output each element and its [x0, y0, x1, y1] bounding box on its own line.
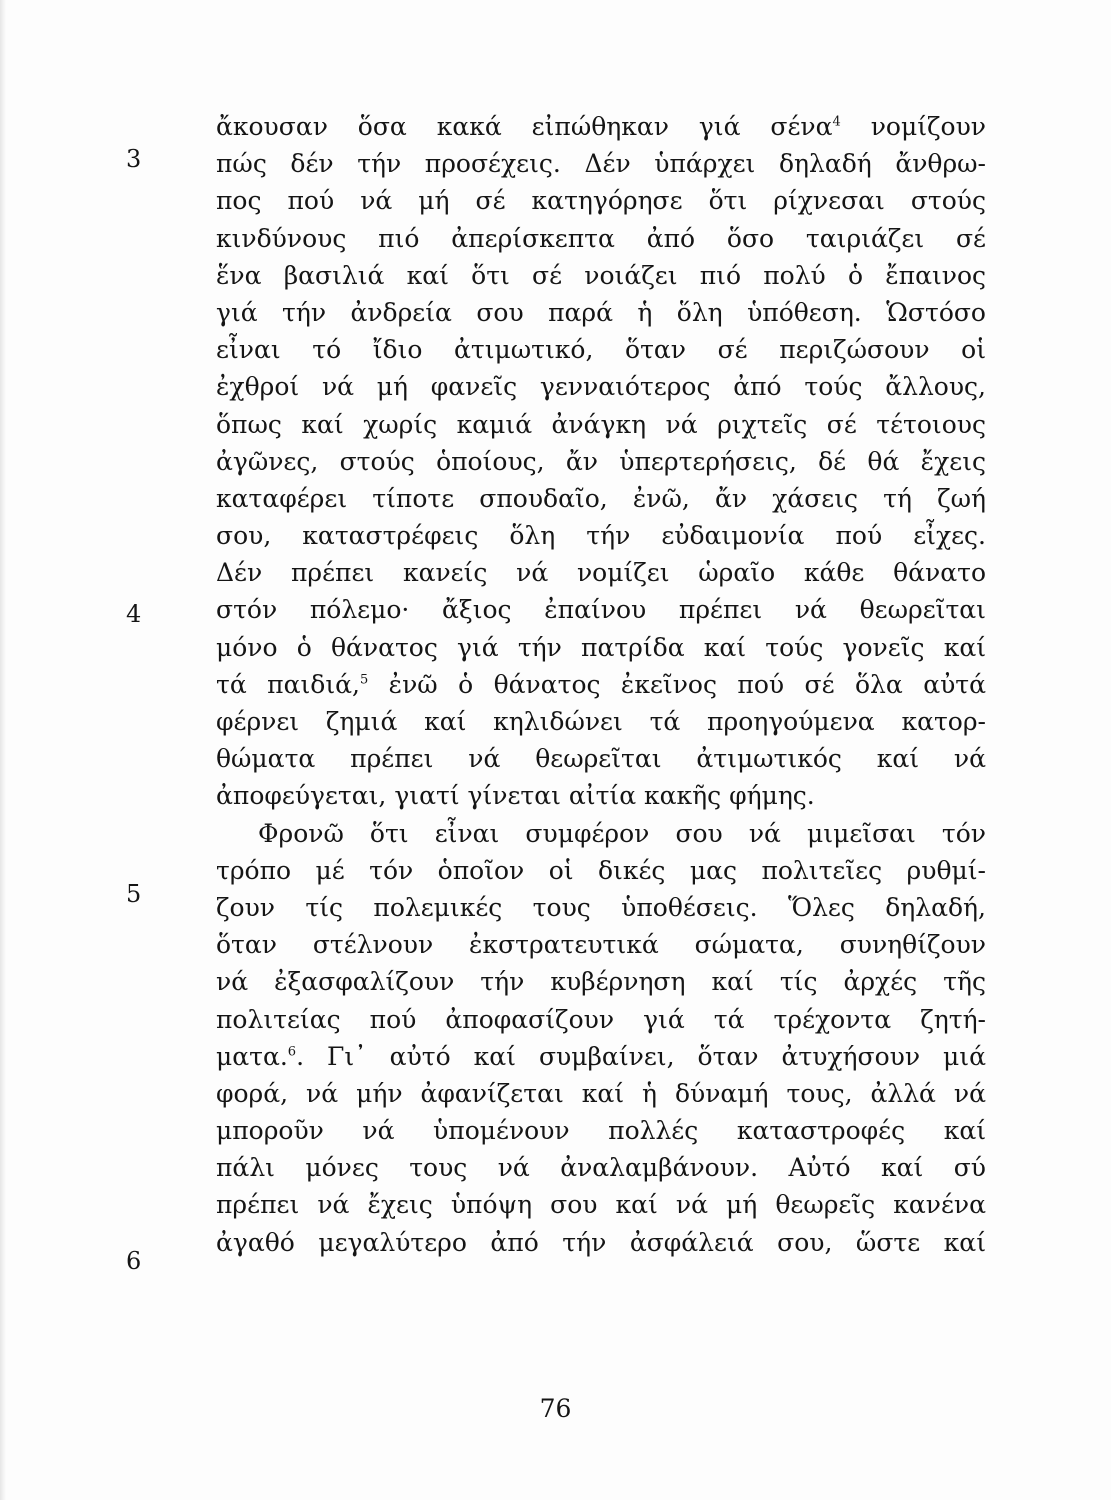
text-line: ὅπως καί χωρίς καμιά ἀνάγκη νά ριχτεῖς σέ τέτοιους: [216, 409, 986, 439]
body-text: [216, 108, 986, 1261]
section-marker: 4: [126, 600, 142, 628]
text-line: Φρονῶ ὅτι εἶναι συμφέρον σου νά μιμεῖσαι τόν: [258, 818, 986, 848]
text-line: ὅταν στέλνουν ἐκστρατευτικά σώματα, συνηθίζουν: [216, 930, 986, 960]
text-line: στόν πόλεμο· ἄξιος ἐπαίνου πρέπει νά θεωρεῖται: [216, 595, 986, 625]
text-line: φορά, νά μήν ἀφανίζεται καί ἡ δύναμή τους, ἀλλά νά: [216, 1078, 986, 1108]
text-line: ἄκουσαν ὅσα κακά εἰπώθηκαν γιά σένα$^4$ νομίζουν: [216, 112, 986, 141]
text-line: τά παιδιά,$^5$ ἐνῶ ὁ θάνατος ἐκεῖνος πού σέ ὅλα αὐτά: [216, 669, 986, 699]
text-line: πώς δέν τήν προσέχεις. Δέν ὑπάρχει δηλαδή ἄνθρω-: [216, 149, 986, 179]
section-marker: 6: [126, 1247, 142, 1275]
text-line: νά ἐξασφαλίζουν τήν κυβέρνηση καί τίς ἀρχές τῆς: [216, 967, 986, 997]
text-line: καταφέρει τίποτε σπουδαῖο, ἐνῶ, ἄν χάσεις τή ζωή: [216, 483, 986, 513]
page-number: 76: [539, 1394, 572, 1423]
text-line: γιά τήν ἀνδρεία σου παρά ἡ ὅλη ὑπόθεση. Ὡστόσο: [216, 297, 986, 327]
text-line: σου, καταστρέφεις ὅλη τήν εὐδαιμονία πού εἶχες.: [216, 521, 986, 551]
text-line: μόνο ὁ θάνατος γιά τήν πατρίδα καί τούς γονεῖς καί: [216, 632, 986, 662]
text-line: ἀγαθό μεγαλύτερο ἀπό τήν ἀσφάλειά σου, ὥστε καί: [216, 1227, 986, 1257]
footnote-ref: 6: [287, 1044, 297, 1060]
text-line: κινδύνους πιό ἀπερίσκεπτα ἀπό ὅσο ταιριάζει σέ: [216, 223, 986, 253]
text-line: ἐχθροί νά μή φανεῖς γενναιότερος ἀπό τούς ἄλλους,: [216, 372, 986, 402]
text-line: τρόπο μέ τόν ὁποῖον οἱ δικές μας πολιτεῖες ρυθμί-: [216, 855, 986, 885]
text-line: θώματα πρέπει νά θεωρεῖται ἀτιμωτικός καί νά: [216, 744, 986, 774]
footnote-ref: 5: [359, 672, 369, 688]
text-line: πολιτείας πού ἀποφασίζουν γιά τά τρέχοντα ζητή-: [216, 1004, 986, 1034]
text-line: μποροῦν νά ὑπομένουν πολλές καταστροφές καί: [216, 1116, 986, 1146]
text-line: πος πού νά μή σέ κατηγόρησε ὅτι ρίχνεσαι στούς: [216, 186, 986, 216]
text-line: φέρνει ζημιά καί κηλιδώνει τά προηγούμενα κατορ-: [216, 707, 986, 736]
footnote-ref: 4: [832, 114, 841, 130]
text-line: ἀγῶνες, στούς ὁποίους, ἄν ὑπερτερήσεις, δέ θά ἔχεις: [216, 446, 986, 476]
section-marker: 3: [126, 145, 142, 173]
text-line: ἕνα βασιλιά καί ὅτι σέ νοιάζει πιό πολύ ὁ ἔπαινος: [216, 260, 986, 290]
text-line: ματα.$^6$. Γι᾽ αὐτό καί συμβαίνει, ὅταν ἀτυχήσουν μιά: [216, 1041, 986, 1071]
text-line: Δέν πρέπει κανείς νά νομίζει ὡραῖο κάθε θάνατο: [216, 558, 986, 588]
text-line: πάλι μόνες τους νά ἀναλαμβάνουν. Αὐτό καί σύ: [216, 1153, 986, 1183]
section-marker: 5: [126, 880, 142, 908]
text-line: ἀποφεύγεται, γιατί γίνεται αἰτία κακῆς φήμης.: [216, 781, 815, 811]
scan-edge: [0, 0, 6, 1500]
text-line: εἶναι τό ἴδιο ἀτιμωτικό, ὅταν σέ περιζώσουν οἱ: [216, 335, 986, 365]
text-line: ζουν τίς πολεμικές τους ὑποθέσεις. Ὅλες δηλαδή,: [216, 892, 986, 922]
text-line: πρέπει νά ἔχεις ὑπόψη σου καί νά μή θεωρεῖς κανένα: [216, 1190, 986, 1220]
